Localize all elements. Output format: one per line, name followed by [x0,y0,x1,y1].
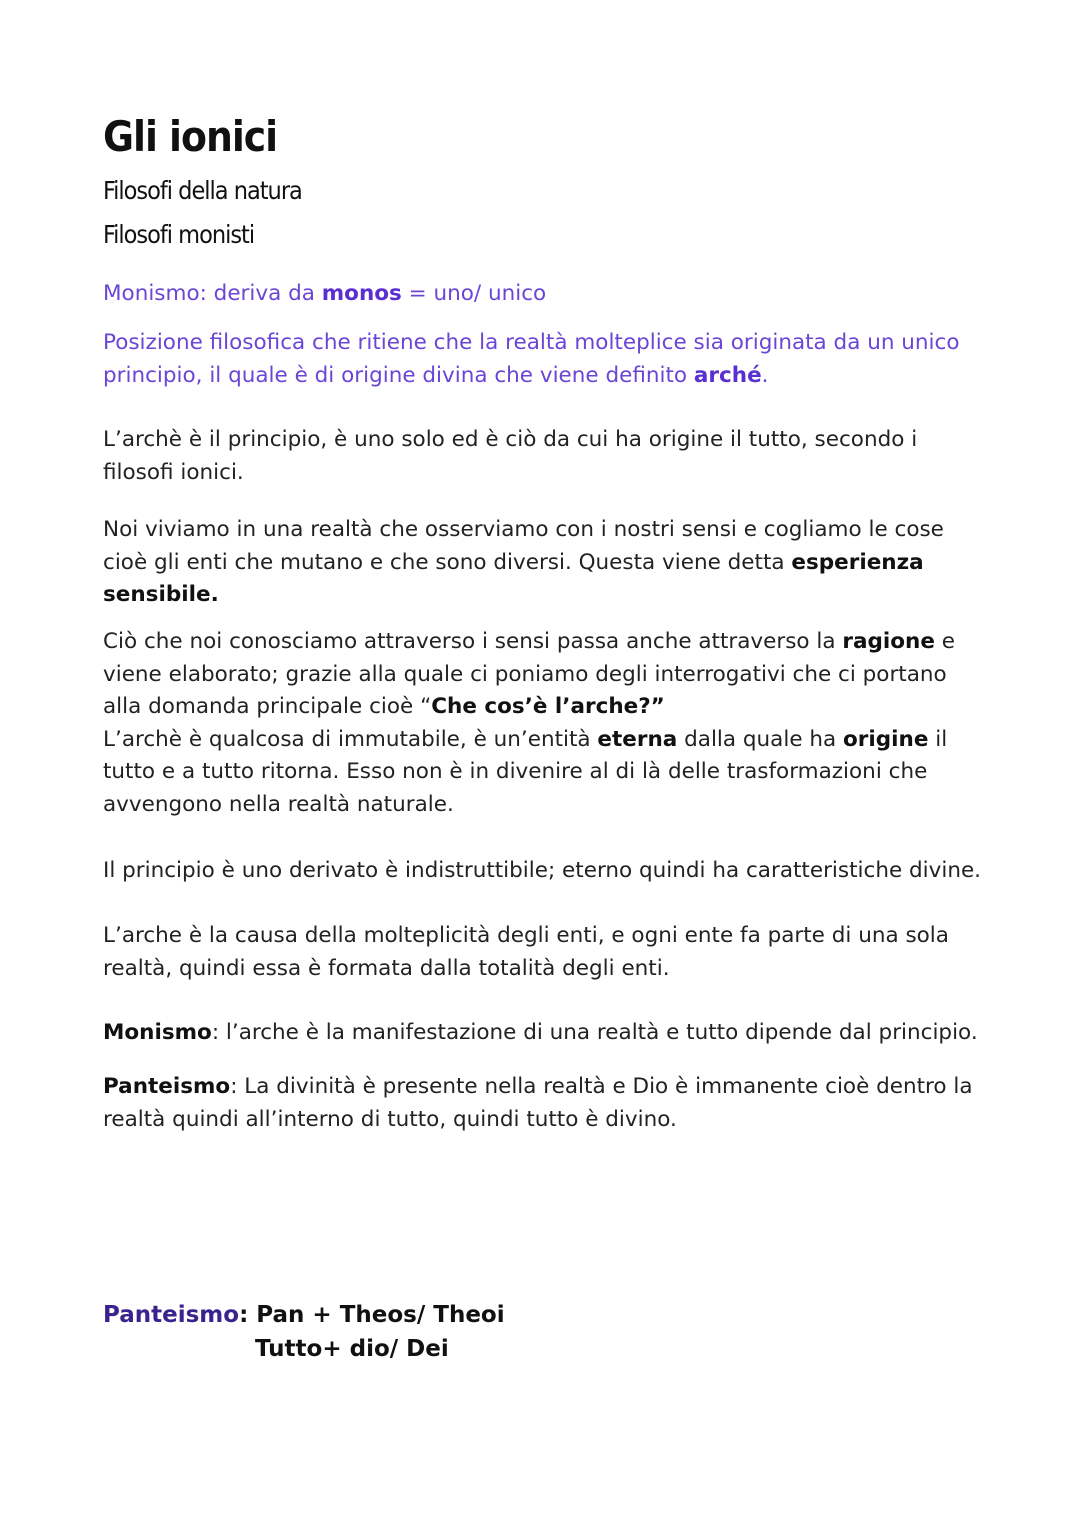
origine-term: origine [843,726,929,752]
etymology-label: Panteismo [103,1302,240,1328]
question-term: Che cos’è l’arche?” [431,694,665,719]
page-title: Gli ionici [103,112,278,161]
panteismo-term: Panteismo [103,1074,231,1099]
posizione-paragraph: Posizione filosofica che ritiene che la realtà molteplice sia originata da un unico principio, il quale è di origine divina che viene definito arché. [103,330,960,388]
ragione-term: ragione [842,629,935,654]
esperienza-paragraph: Noi viviamo in una realtà che osserviamo con i nostri sensi e cogliamo le cose cioè gli enti che mutano e che sono diversi. Questa viene detta esperienza sensibile. [103,517,944,607]
ragione-paragraph: Ciò che noi conosciamo attraverso i sensi passa anche attraverso la ragione e viene elaborato; grazie alla quale ci poniamo degli interrogativi che ci portano alla domanda principale cioè “Che cos’è l’arche?” L’archè è qualcosa di immutabile, è un’entità eterna dalla quale ha origine il tutto e a tutto ritorna. Esso non è in divenire al di là delle trasformazioni che avvengono nella realtà naturale. [103,629,955,817]
eterna-term: eterna [597,726,678,752]
panteismo-etymology [103,1298,505,1366]
monismo-paragraph: Monismo: l’arche è la manifestazione di una realtà e tutto dipende dal principio. [103,1020,978,1045]
principio-paragraph: Il principio è uno derivato è indistruttibile; eterno quindi ha caratteristiche divine. [103,858,982,883]
causa-paragraph: L’arche è la causa della molteplicità degli enti, e ogni ente fa parte di una sola realtà, quindi essa è formata dalla totalità degli enti. [103,923,949,981]
subtitle-monisti: Filosofi monisti [103,220,255,249]
arche-paragraph: L’archè è il principio, è uno solo ed è ciò da cui ha origine il tutto, secondo i filosofi ionici. [103,427,918,485]
etymology-line2: Tutto+ dio/ Dei [255,1336,449,1362]
panteismo-paragraph: Panteismo: La divinità è presente nella realtà e Dio è immanente cioè dentro la realtà quindi all’interno di tutto, quindi tutto è divino. [103,1074,973,1132]
etymology-line1: : Pan + Theos/ Theoi [239,1302,505,1328]
arche-term: arché [693,362,762,388]
monismo-definition: Monismo: deriva da monos = uno/ unico [103,281,547,306]
subtitle-natura: Filosofi della natura [103,176,302,205]
esperienza-term: esperienza sensibile. [103,549,924,607]
monismo-term: Monismo [103,1020,212,1045]
monos-term: monos [321,281,402,306]
